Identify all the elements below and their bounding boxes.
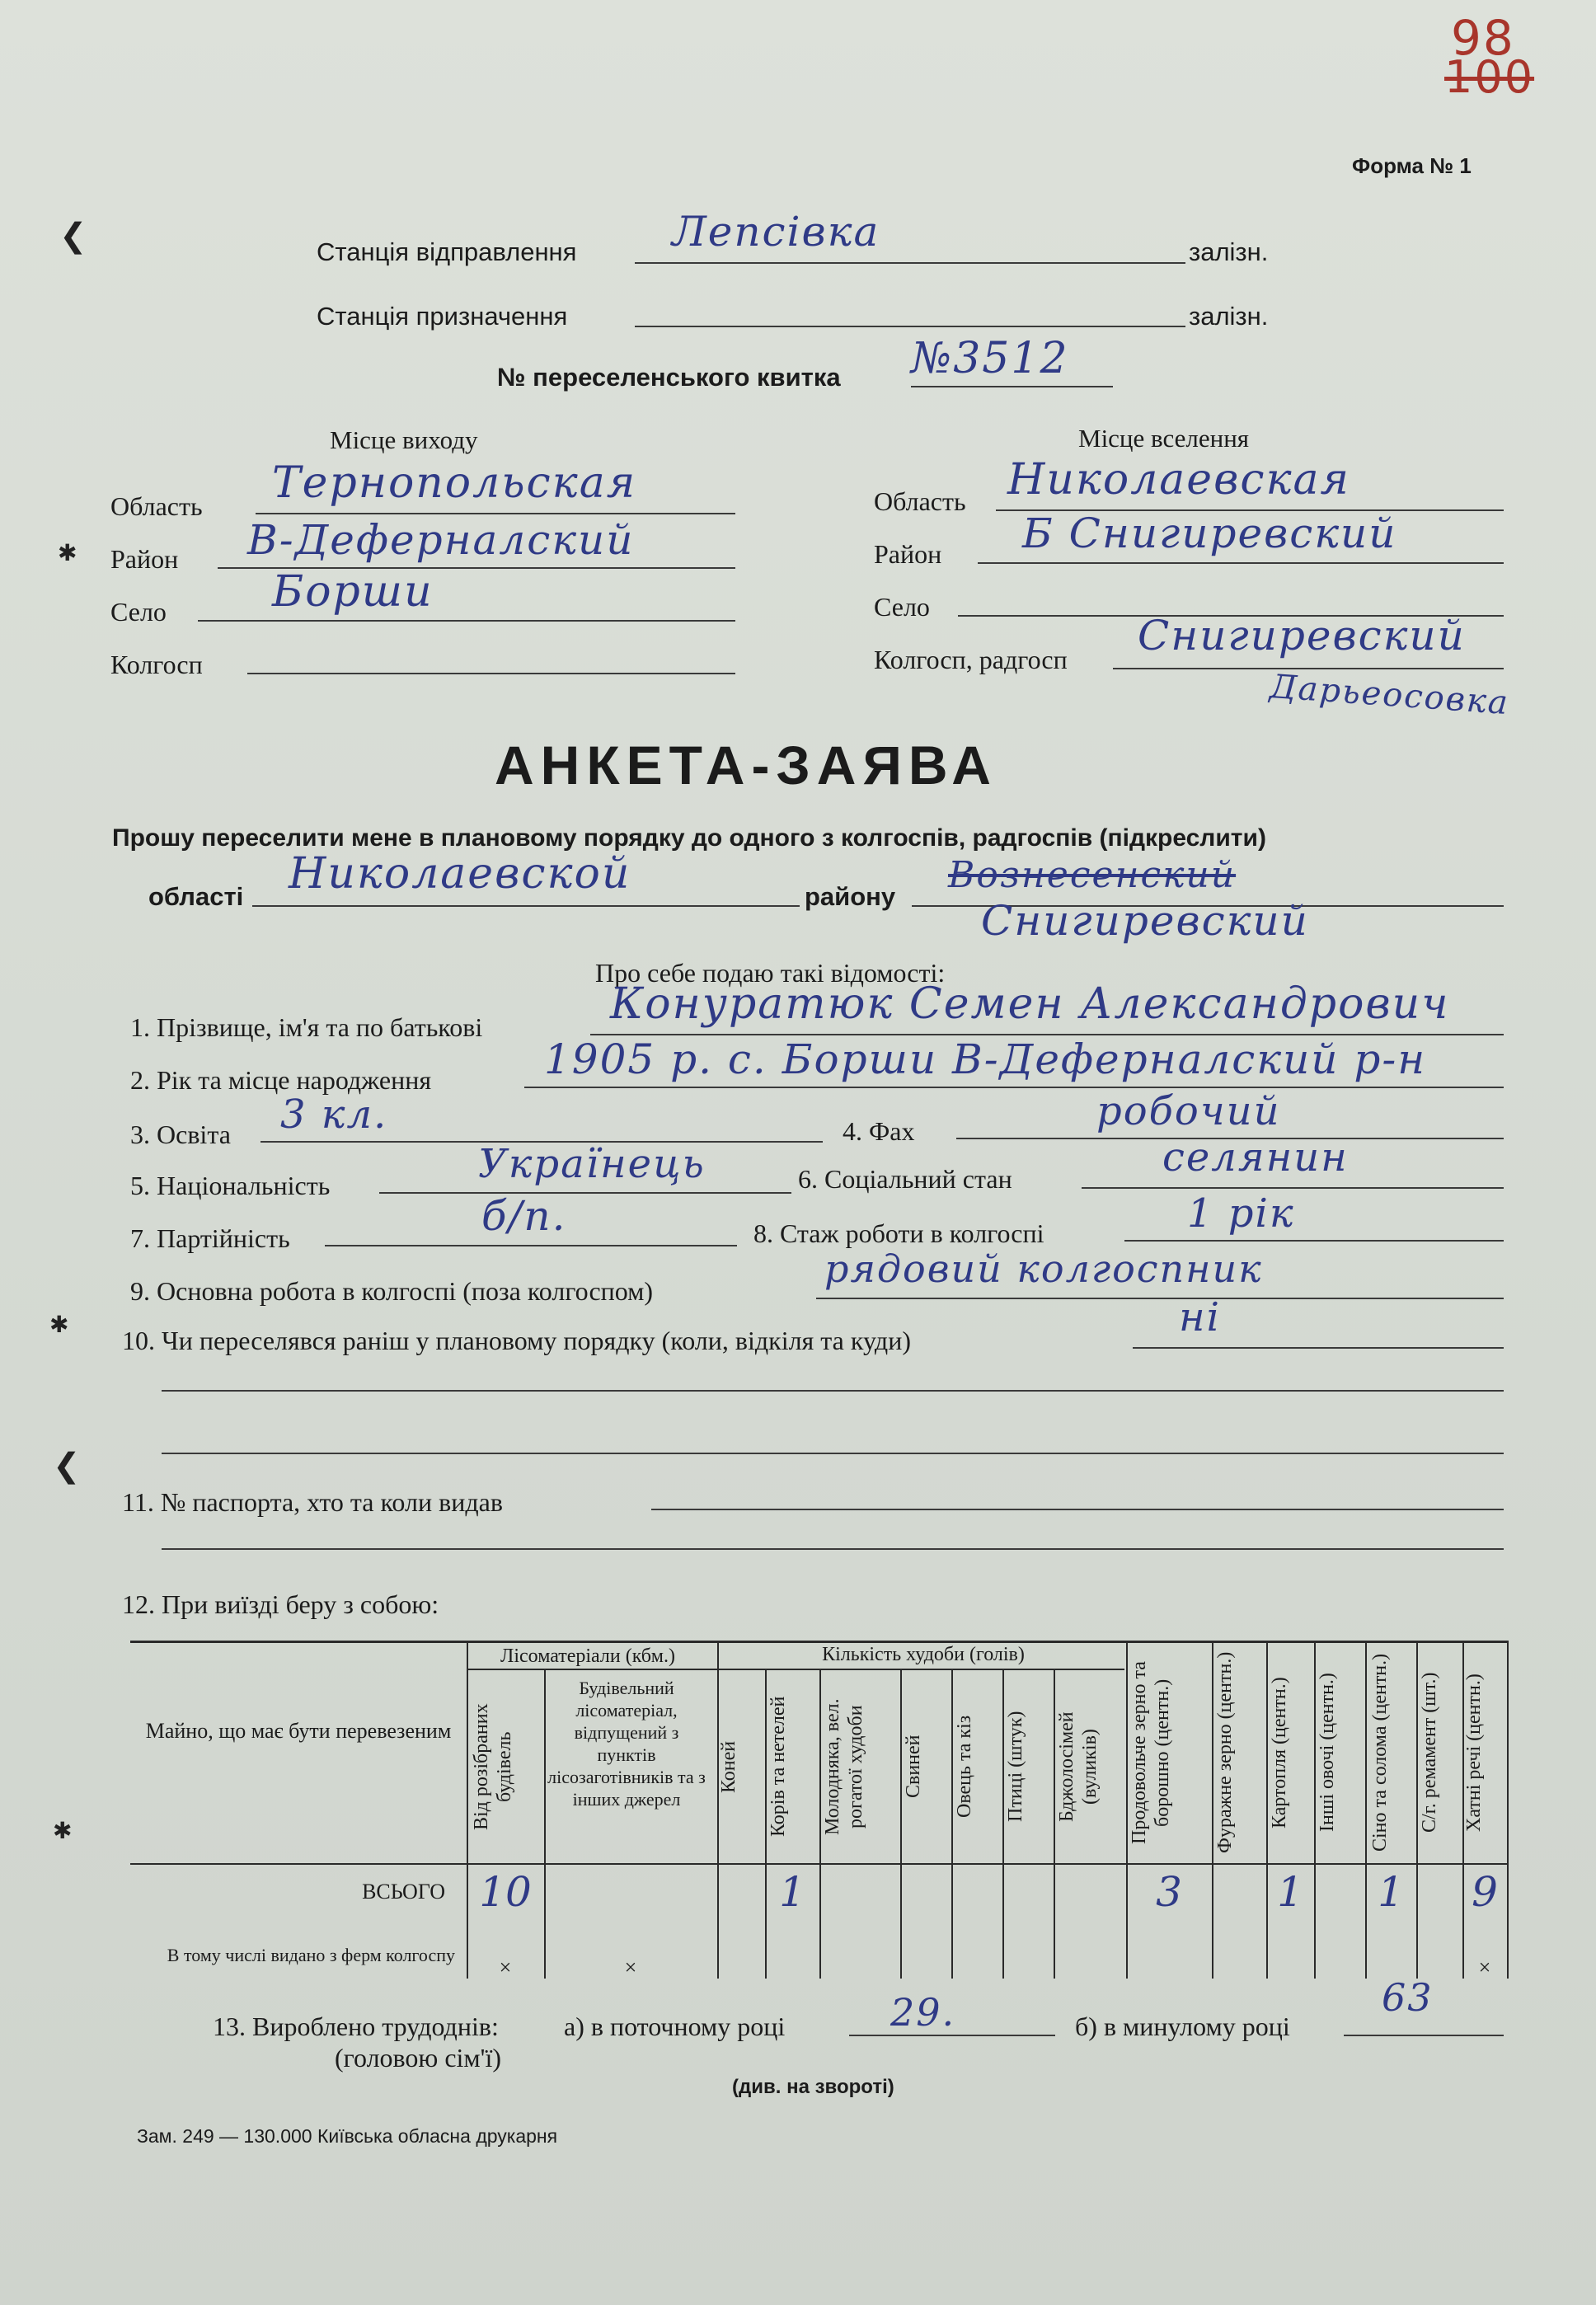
table-col-divider [765,1669,767,1979]
field-10-line-3 [162,1453,1504,1454]
table-col-7: Птиці (штук) [1005,1711,1026,1823]
field-12-label: 12. При виїзді беру з собою: [122,1589,439,1619]
binder-mark: ❮ [59,217,87,254]
table-col-0: Від розібраних будівель [471,1703,515,1830]
field-6-label: 6. Соціальний стан [798,1164,1012,1194]
field-10-line [1133,1347,1504,1349]
request-line: Прошу переселити мене в плановому порядку до одного з колгоспів, радгоспів (підкреслити) [112,824,1266,852]
field-4-value: робочий [1096,1088,1281,1134]
workdays-a-line [849,2035,1055,2036]
table-col-main: Майно, що має бути перевезеним [145,1719,452,1743]
table-col-divider [1365,1641,1367,1979]
field-11-line-2 [162,1548,1504,1550]
table-col-divider [819,1669,821,1979]
table-col-divider [1212,1641,1213,1979]
settlement-title: Місце вселення [1078,424,1250,453]
field-4-label: 4. Фах [843,1116,915,1146]
field-9-line [816,1298,1504,1299]
table-total-cell: 3 [1156,1868,1182,1916]
table-col-15: Хатні речі (центн.) [1463,1674,1485,1832]
page-number: 98 [1451,10,1515,66]
field-7-value: б/п. [481,1192,567,1240]
settlement-raion-value: Б Снигиревский [1022,509,1397,557]
table-col-4: Молодняка, вел. рогатої худоби [822,1698,866,1835]
field-11-label: 11. № паспорта, хто та коли видав [122,1487,503,1517]
table-col-divider [1126,1641,1128,1979]
origin-raion-label: Район [110,544,179,574]
request-raion-label: району [805,882,896,911]
binder-mark: ✱ [53,1819,73,1844]
table-total-cell: 1 [779,1868,805,1916]
field-5-value: Українець [478,1141,706,1187]
settlement-kolhosp-value2: Дарьеосовка [1268,667,1511,723]
field-10-value: ні [1179,1294,1221,1340]
table-total-cell: 10 [479,1868,532,1916]
table-row-total-label: ВСЬОГО [362,1880,445,1904]
field-11-line [651,1509,1504,1510]
origin-selo-label: Село [110,597,167,627]
departure-line [635,262,1185,264]
origin-selo-line [198,620,735,622]
ticket-value: №3512 [911,334,1069,383]
table-row-farm-label: В тому числі видано з ферм колгоспу [167,1945,455,1965]
settlement-oblast-value: Николаевская [1007,455,1350,505]
field-9-label: 9. Основна робота в колгоспі (поза колгоспом) [130,1276,654,1306]
table-total-cell: 9 [1472,1868,1498,1916]
field-1-value: Конуратюк Семен Александрович [610,979,1450,1029]
table-col-divider [1507,1641,1509,1979]
origin-raion-value: В-Деферналский [247,516,635,564]
footer-note: (див. на звороті) [732,2076,894,2098]
field-7-line [325,1245,737,1246]
ticket-line [911,386,1113,387]
workdays-label: 13. Вироблено трудоднів: [213,2012,499,2041]
field-6-line [1082,1187,1504,1189]
field-7-label: 7. Партійність [130,1223,290,1253]
table-col-10: Фуражне зерно (центн.) [1214,1651,1236,1854]
request-raion-struck: Вознесенский [948,854,1237,896]
table-col-11: Картопля (центн.) [1269,1677,1290,1829]
table-col-13: Сіно та солома (центн.) [1369,1653,1391,1852]
ticket-label: № переселенського квитка [497,363,841,392]
field-8-line [1124,1240,1504,1242]
origin-oblast-label: Область [110,491,203,521]
origin-oblast-value: Тернопольская [272,458,637,508]
workdays-b-line [1344,2035,1504,2036]
origin-oblast-line [256,513,735,514]
field-2-line [524,1087,1504,1088]
table-col-divider [1416,1641,1418,1979]
settlement-raion-line [978,562,1504,564]
settlement-selo-label: Село [874,592,930,622]
workdays-b-label: б) в минулому році [1075,2012,1290,2041]
table-col-9: Продовольче зерно та борошно (центн.) [1129,1661,1173,1844]
departure-label: Станція відправлення [317,237,577,266]
workdays-sub: (головою сім'ї) [335,2043,501,2073]
form-label: Форма № 1 [1352,153,1472,178]
request-oblast-value: Николаевской [289,849,631,899]
table-col-5: Свиней [903,1735,924,1799]
destination-suffix: залізн. [1189,302,1269,331]
table-col-divider [1462,1641,1464,1979]
settlement-kolhosp-label: Колгосп, радгосп [874,645,1068,674]
origin-kolhosp-label: Колгосп [110,650,203,679]
field-3-label: 3. Освіта [130,1120,231,1149]
workdays-b-value: 63 [1382,1975,1434,2020]
field-10-label: 10. Чи переселявся раніш у плановому порядку (коли, відкіля та куди) [122,1326,911,1355]
field-6-value: селянин [1162,1134,1349,1181]
field-1-label: 1. Прізвище, ім'я та по батькові [130,1012,483,1042]
request-oblast-label: області [148,882,244,911]
table-farm-cell: × [1478,1955,1491,1979]
table-col-divider [951,1669,953,1979]
origin-title: Місце виходу [330,425,478,454]
table-col-2: Коней [718,1740,739,1793]
origin-selo-value: Борши [272,567,434,617]
workdays-a-label: а) в поточному році [564,2012,786,2041]
table-col-divider [1314,1641,1316,1979]
binder-mark: ✱ [49,1312,69,1338]
destination-label: Станція призначення [317,302,568,331]
table-col-12: Інші овочі (центн.) [1317,1673,1338,1833]
table-total-cell: 1 [1378,1868,1404,1916]
table-farm-cell: × [624,1955,637,1979]
intro-text: Про себе подаю такі відомості: [595,958,946,988]
field-10-line-2 [162,1390,1504,1392]
field-3-value: 3 кл. [280,1091,388,1138]
table-col-6: Овець та кіз [954,1715,975,1819]
departure-value: Лепсівка [672,208,880,256]
page-number-struck: 100 [1444,51,1535,103]
binder-mark: ❮ [53,1447,81,1484]
table-col-divider [1266,1641,1268,1979]
table-group-wood: Лісоматеріали (кбм.) [500,1645,675,1667]
settlement-kolhosp-line [1113,668,1504,669]
workdays-a-value: 29. [890,1990,956,2035]
settlement-oblast-label: Область [874,486,966,516]
field-2-label: 2. Рік та місце народження [130,1065,432,1095]
table-col-1: Будівельний лісоматеріал, відпущений з пунктів лісозаготівників та з інших джерел [547,1678,706,1810]
table-col-3: Корів та нетелей [767,1696,789,1838]
table-group-cattle: Кількість худоби (голів) [822,1644,1025,1665]
request-oblast-line [252,905,800,907]
origin-kolhosp-line [247,673,735,674]
field-2-value: 1905 р. с. Борши В-Деферналский р-н [544,1035,1427,1083]
settlement-kolhosp-value: Снигиревский [1138,612,1466,660]
field-8-value: 1 рік [1187,1190,1295,1237]
table-col-divider [467,1641,468,1979]
departure-suffix: залізн. [1189,237,1269,266]
field-5-label: 5. Національність [130,1171,331,1200]
table-col-divider [717,1641,719,1979]
table-total-cell: 1 [1277,1868,1303,1916]
document-title: АНКЕТА-ЗАЯВА [495,735,998,796]
table-col-divider [544,1669,546,1979]
table-col-divider [900,1669,902,1979]
table-col-14: С/г. ремамент (шт.) [1419,1672,1440,1833]
binder-mark: ✱ [58,541,77,566]
settlement-raion-label: Район [874,539,942,569]
table-col-divider [1002,1669,1004,1979]
field-5-line [379,1192,791,1194]
field-8-label: 8. Стаж роботи в колгоспі [753,1218,1044,1248]
destination-line [635,326,1185,327]
table-farm-cell: × [499,1955,512,1979]
request-raion-value: Снигиревский [981,897,1309,945]
table-col-divider [1054,1669,1055,1979]
field-9-value: рядовий колгоспник [824,1246,1263,1291]
table-col-8: Бджолосімей (вуликів) [1056,1711,1101,1822]
printer-imprint: Зам. 249 — 130.000 Київська обласна друкарня [137,2125,558,2147]
